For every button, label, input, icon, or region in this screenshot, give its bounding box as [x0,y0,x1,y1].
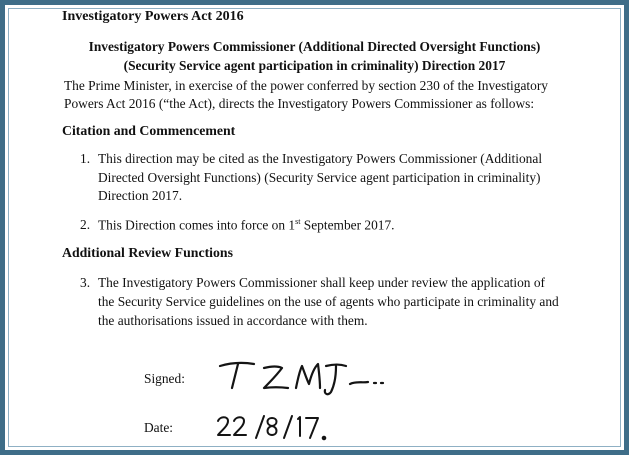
act-title: Investigatory Powers Act 2016 [62,9,244,24]
paragraph-3-line-1: The Investigatory Powers Commissioner shall keep under review the application of [98,275,545,290]
date-label: Date: [144,420,173,435]
signed-label: Signed: [144,371,185,386]
paragraph-1-line-3: Direction 2017. [98,188,183,203]
paragraph-3-number: 3. [80,275,91,290]
paragraph-1-line-1: This direction may be cited as the Investigatory Powers Commissioner (Additional [98,151,543,166]
ordinal-superscript: st [295,217,301,226]
paragraph-1-number: 1. [80,151,91,166]
paragraph-3-line-3: the authorisations issued in accordance with them. [98,313,368,328]
paragraph-1-line-2: Directed Oversight Functions) (Security Service agent participation in criminality) [98,170,541,185]
paragraph-3-line-2: the Security Service guidelines on the use of agents who participate in criminality and [98,294,559,309]
intro-line-2: Powers Act 2016 (“the Act), directs the Investigatory Powers Commissioner as follows: [64,96,535,111]
direction-title-line-1: Investigatory Powers Commissioner (Additional Directed Oversight Functions) [88,39,541,54]
paragraph-2-text-start: This Direction comes into force on 1 [98,217,296,233]
paragraph-2-text-end: September 2017. [300,217,395,233]
section-heading-citation: Citation and Commencement [62,123,236,138]
direction-title-line-2: (Security Service agent participation in criminality) Direction 2017 [123,58,506,73]
section-heading-review: Additional Review Functions [62,245,233,260]
handwritten-date-image [214,408,344,448]
paragraph-2-number: 2. [80,217,91,232]
paragraph-2-text [98,217,395,233]
intro-line-1: The Prime Minister, in exercise of the power conferred by section 230 of the Investigatory [64,78,548,93]
signature-image [212,352,402,398]
